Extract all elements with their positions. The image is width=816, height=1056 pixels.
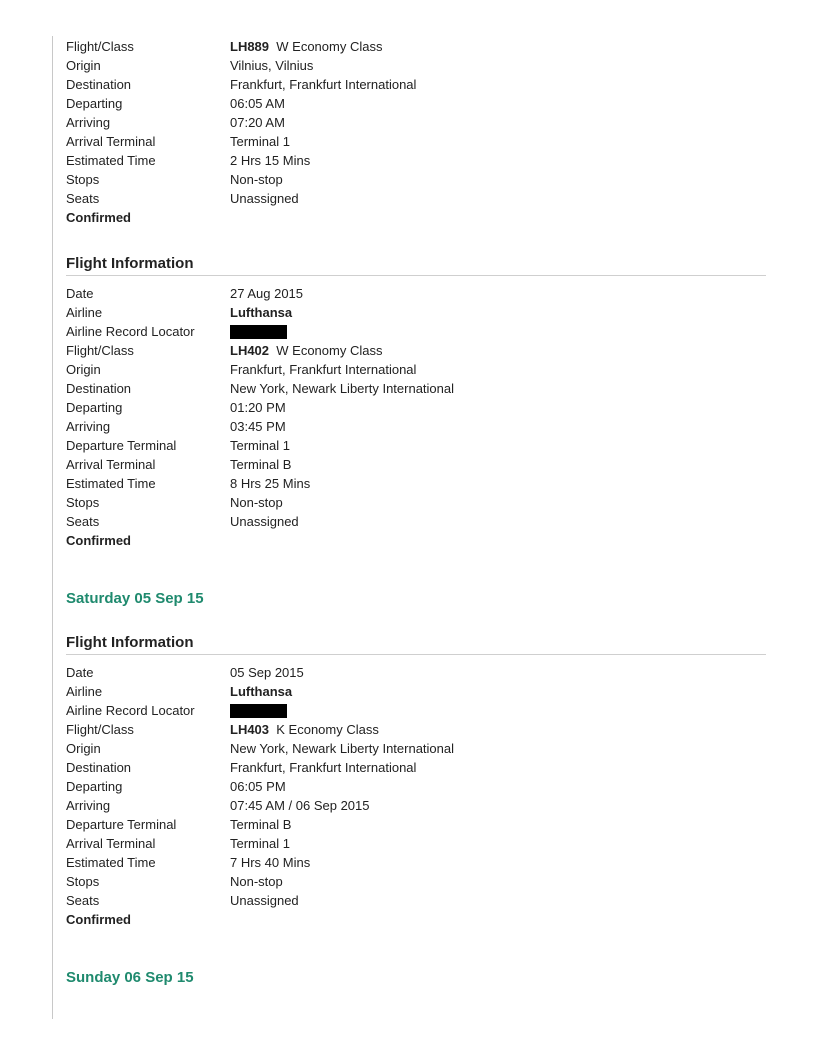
detail-value: 01:20 PM xyxy=(230,400,286,415)
detail-label: Destination xyxy=(66,381,132,396)
detail-row-seats xyxy=(66,189,766,208)
left-border-line xyxy=(52,36,53,1019)
detail-label: Date xyxy=(66,286,94,301)
flight-number: LH402 xyxy=(230,343,270,358)
flight-number: LH403 xyxy=(230,722,270,737)
detail-value: Non-stop xyxy=(230,172,283,187)
detail-value: 05 Sep 2015 xyxy=(230,665,304,680)
detail-row-origin xyxy=(66,739,766,758)
detail-value: Terminal 1 xyxy=(230,134,290,149)
detail-label: Departing xyxy=(66,400,123,415)
detail-row-estimated-time xyxy=(66,151,766,170)
detail-row-destination xyxy=(66,75,766,94)
detail-row-airline xyxy=(66,682,766,701)
detail-value: 07:45 AM / 06 Sep 2015 xyxy=(230,798,370,813)
detail-label: Estimated Time xyxy=(66,476,156,491)
detail-row-flight-class xyxy=(66,341,766,360)
detail-value: Terminal B xyxy=(230,817,292,832)
detail-row-flight-class xyxy=(66,37,766,56)
detail-value: W Economy Class xyxy=(276,39,383,54)
detail-row-record-locator xyxy=(66,701,766,720)
detail-row-stops xyxy=(66,493,766,512)
detail-label: Arriving xyxy=(66,419,111,434)
detail-label: Flight/Class xyxy=(66,39,134,54)
detail-label: Flight/Class xyxy=(66,722,134,737)
detail-label: Departure Terminal xyxy=(66,817,177,832)
itinerary-content xyxy=(66,37,766,989)
detail-label: Airline Record Locator xyxy=(66,324,195,339)
detail-row-arriving xyxy=(66,796,766,815)
detail-value: 27 Aug 2015 xyxy=(230,286,304,301)
detail-value: Terminal 1 xyxy=(230,836,290,851)
detail-label: Estimated Time xyxy=(66,855,156,870)
section-heading: Flight Information xyxy=(66,253,766,276)
day-heading: Sunday 06 Sep 15 xyxy=(66,969,194,986)
detail-row-date xyxy=(66,284,766,303)
flight-segment-lh403 xyxy=(66,632,766,929)
detail-value: 8 Hrs 25 Mins xyxy=(230,476,311,491)
detail-value: Frankfurt, Frankfurt International xyxy=(230,760,417,775)
detail-label: Stops xyxy=(66,495,100,510)
detail-row-seats xyxy=(66,512,766,531)
detail-label: Estimated Time xyxy=(66,153,156,168)
detail-value: 2 Hrs 15 Mins xyxy=(230,153,311,168)
booking-status: Confirmed xyxy=(66,210,131,225)
detail-label: Date xyxy=(66,665,94,680)
detail-row-date xyxy=(66,663,766,682)
detail-value: Unassigned xyxy=(230,893,299,908)
detail-row-origin xyxy=(66,56,766,75)
detail-value: Unassigned xyxy=(230,191,299,206)
detail-row-stops xyxy=(66,170,766,189)
detail-value: New York, Newark Liberty International xyxy=(230,741,455,756)
detail-row-arrival-terminal xyxy=(66,834,766,853)
detail-row-estimated-time xyxy=(66,474,766,493)
detail-value: Non-stop xyxy=(230,874,283,889)
detail-row-arriving xyxy=(66,113,766,132)
flight-number: LH889 xyxy=(230,39,270,54)
detail-label: Arrival Terminal xyxy=(66,836,156,851)
detail-label: Seats xyxy=(66,893,100,908)
detail-value: Unassigned xyxy=(230,514,299,529)
detail-label: Seats xyxy=(66,191,100,206)
detail-row-departure-terminal xyxy=(66,815,766,834)
airline-name: Lufthansa xyxy=(230,305,293,320)
airline-name: Lufthansa xyxy=(230,684,293,699)
detail-value: Frankfurt, Frankfurt International xyxy=(230,362,417,377)
detail-value: 06:05 PM xyxy=(230,779,286,794)
detail-label: Airline Record Locator xyxy=(66,703,195,718)
detail-label: Origin xyxy=(66,741,101,756)
detail-label: Departing xyxy=(66,779,123,794)
day-heading: Saturday 05 Sep 15 xyxy=(66,590,204,607)
detail-row-estimated-time xyxy=(66,853,766,872)
detail-label: Origin xyxy=(66,58,101,73)
detail-label: Arriving xyxy=(66,115,111,130)
detail-row-departure-terminal xyxy=(66,436,766,455)
detail-row-arriving xyxy=(66,417,766,436)
detail-value: Terminal B xyxy=(230,457,292,472)
detail-label: Departing xyxy=(66,96,123,111)
detail-label: Seats xyxy=(66,514,100,529)
detail-label: Stops xyxy=(66,172,100,187)
detail-label: Airline xyxy=(66,305,103,320)
detail-value: Non-stop xyxy=(230,495,283,510)
detail-value: Vilnius, Vilnius xyxy=(230,58,314,73)
detail-label: Arriving xyxy=(66,798,111,813)
detail-label: Stops xyxy=(66,874,100,889)
flight-segment-lh402 xyxy=(66,253,766,550)
detail-row-record-locator xyxy=(66,322,766,341)
detail-value: Terminal 1 xyxy=(230,438,290,453)
detail-label: Arrival Terminal xyxy=(66,457,156,472)
detail-row-seats xyxy=(66,891,766,910)
flight-segment-lh889 xyxy=(66,37,766,227)
detail-row-departing xyxy=(66,777,766,796)
detail-row-airline xyxy=(66,303,766,322)
detail-value: 03:45 PM xyxy=(230,419,286,434)
redacted-block xyxy=(230,704,287,718)
booking-status: Confirmed xyxy=(66,533,131,548)
detail-value: New York, Newark Liberty International xyxy=(230,381,455,396)
detail-row-origin xyxy=(66,360,766,379)
detail-row-arrival-terminal xyxy=(66,132,766,151)
redacted-block xyxy=(230,325,287,339)
detail-label: Destination xyxy=(66,760,132,775)
detail-value: 07:20 AM xyxy=(230,115,285,130)
detail-value: 06:05 AM xyxy=(230,96,285,111)
detail-row-departing xyxy=(66,398,766,417)
booking-status: Confirmed xyxy=(66,912,131,927)
detail-value: W Economy Class xyxy=(276,343,383,358)
detail-row-departing xyxy=(66,94,766,113)
detail-label: Departure Terminal xyxy=(66,438,177,453)
detail-value: 7 Hrs 40 Mins xyxy=(230,855,311,870)
detail-label: Airline xyxy=(66,684,103,699)
detail-label: Destination xyxy=(66,77,132,92)
detail-row-destination xyxy=(66,758,766,777)
detail-label: Flight/Class xyxy=(66,343,134,358)
detail-label: Origin xyxy=(66,362,101,377)
detail-value: Frankfurt, Frankfurt International xyxy=(230,77,417,92)
detail-value: K Economy Class xyxy=(276,722,379,737)
detail-row-flight-class xyxy=(66,720,766,739)
section-heading: Flight Information xyxy=(66,632,766,655)
detail-row-destination xyxy=(66,379,766,398)
detail-label: Arrival Terminal xyxy=(66,134,156,149)
detail-row-arrival-terminal xyxy=(66,455,766,474)
detail-row-stops xyxy=(66,872,766,891)
